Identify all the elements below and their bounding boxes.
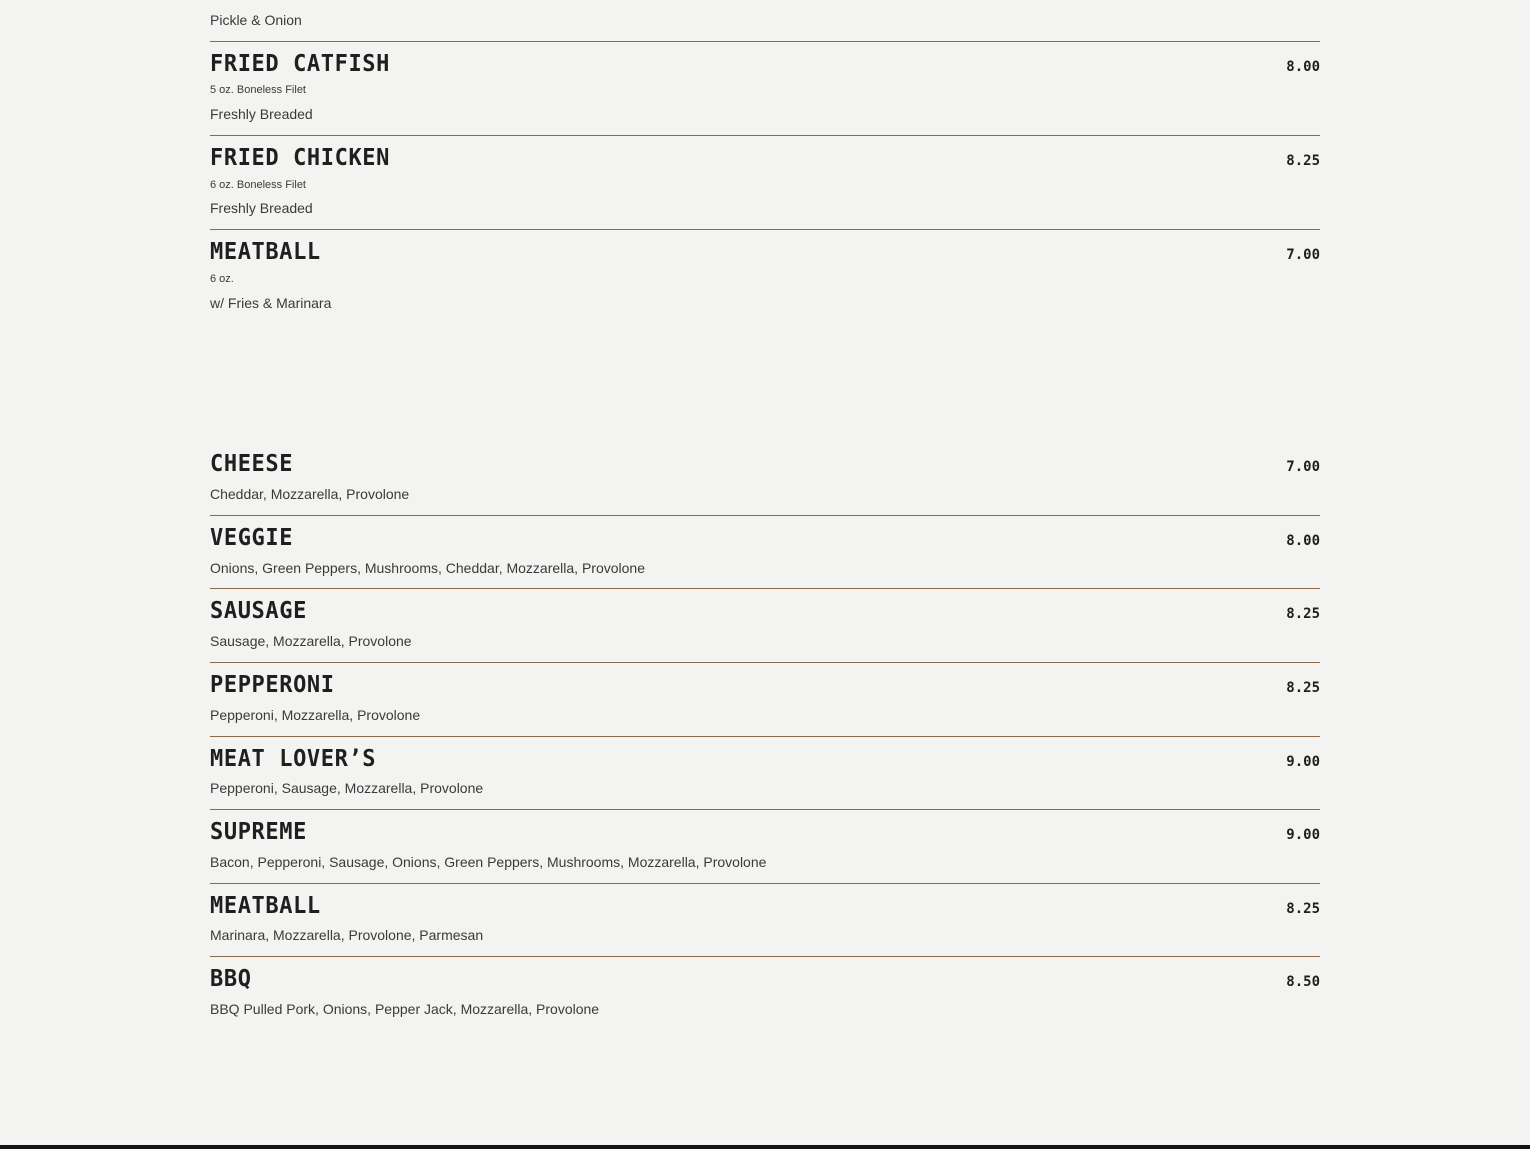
menu-item-size: 6 oz. xyxy=(210,273,234,285)
menu-item-name: SAUSAGE xyxy=(210,597,307,625)
divider xyxy=(210,515,1320,516)
item-description: Cheddar, Mozzarella, Provolone xyxy=(210,486,410,502)
menu-item-name: MEATBALL xyxy=(210,238,321,266)
menu-item-price: 8.25 xyxy=(1286,606,1320,622)
menu-item-price: 8.00 xyxy=(1286,59,1320,75)
item-description: Pepperoni, Mozzarella, Provolone xyxy=(210,707,421,723)
menu-item-name: MEAT LOVER’S xyxy=(210,745,377,773)
item-description: Marinara, Mozzarella, Provolone, Parmesan xyxy=(210,927,484,943)
item-description: Sausage, Mozzarella, Provolone xyxy=(210,633,412,649)
divider xyxy=(210,736,1320,737)
divider xyxy=(210,662,1320,663)
item-description: Pepperoni, Sausage, Mozzarella, Provolone xyxy=(210,780,484,796)
menu-item-price: 9.00 xyxy=(1286,827,1320,843)
menu-item-name: PEPPERONI xyxy=(210,671,335,699)
divider xyxy=(210,883,1320,884)
menu-item-name: VEGGIE xyxy=(210,524,294,552)
item-description: Pickle & Onion xyxy=(210,12,302,28)
menu-item-name: FRIED CHICKEN xyxy=(210,144,390,172)
divider xyxy=(210,229,1320,230)
divider xyxy=(210,588,1320,589)
menu-item-price: 8.25 xyxy=(1286,153,1320,169)
menu-item-price: 8.25 xyxy=(1286,680,1320,696)
menu-item-price: 7.00 xyxy=(1286,247,1320,263)
menu-item-size: 6 oz. Boneless Filet xyxy=(210,179,306,191)
menu-item-price: 8.25 xyxy=(1286,901,1320,917)
menu-item-price: 8.50 xyxy=(1286,974,1320,990)
divider xyxy=(210,41,1320,42)
divider xyxy=(210,956,1320,957)
menu-item-name: CHEESE xyxy=(210,450,294,478)
item-description: Onions, Green Peppers, Mushrooms, Cheddar, Mozzarella, Provolone xyxy=(210,560,645,576)
item-description: Freshly Breaded xyxy=(210,200,313,216)
menu-item-price: 9.00 xyxy=(1286,754,1320,770)
menu-item-size: 5 oz. Boneless Filet xyxy=(210,84,306,96)
menu-item-price: 8.00 xyxy=(1286,533,1320,549)
menu-item-name: BBQ xyxy=(210,965,252,993)
item-description: BBQ Pulled Pork, Onions, Pepper Jack, Mozzarella, Provolone xyxy=(210,1001,600,1017)
item-description: Freshly Breaded xyxy=(210,106,313,122)
menu-item-name: MEATBALL xyxy=(210,892,321,920)
footer-bar xyxy=(0,1145,1530,1149)
item-description: w/ Fries & Marinara xyxy=(210,295,332,311)
menu-item-price: 7.00 xyxy=(1286,459,1320,475)
divider xyxy=(210,135,1320,136)
divider xyxy=(210,809,1320,810)
menu-item-name: FRIED CATFISH xyxy=(210,50,390,78)
item-description: Bacon, Pepperoni, Sausage, Onions, Green Peppers, Mushrooms, Mozzarella, Provolone xyxy=(210,854,767,870)
menu-item-name: SUPREME xyxy=(210,818,307,846)
